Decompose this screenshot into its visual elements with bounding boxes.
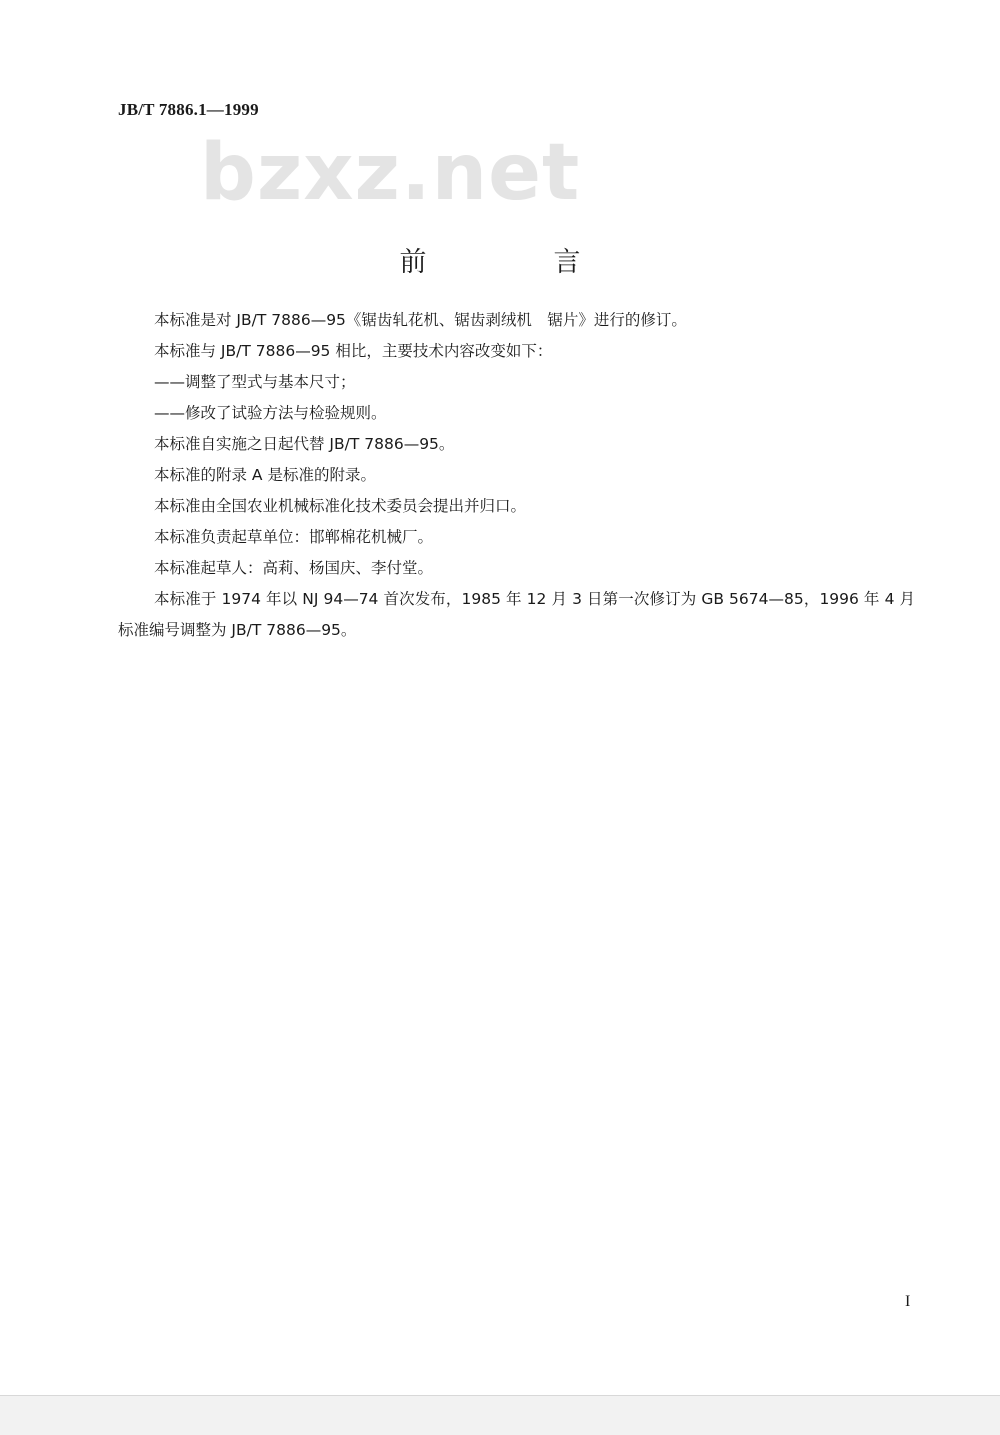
page-title: 前 言 bbox=[399, 247, 631, 278]
paragraph: 本标准自实施之日起代替 JB/T 7886—95。 bbox=[154, 435, 455, 453]
list-item: ——修改了试验方法与检验规则。 bbox=[154, 404, 387, 422]
watermark: bzxz.net bbox=[200, 128, 581, 218]
paragraph: 本标准于 1974 年以 NJ 94—74 首次发布，1985 年 12 月 3 日第一次修订为 GB 5674—85，1996 年 4 月标准编号调整为 JB/T 7886—95。 bbox=[118, 590, 915, 639]
paragraph: 本标准负责起草单位：邯郸棉花机械厂。 bbox=[154, 528, 434, 546]
paragraph: 本标准与 JB/T 7886—95 相比，主要技术内容改变如下： bbox=[154, 342, 553, 360]
paragraph: 本标准是对 JB/T 7886—95《锯齿轧花机、锯齿剥绒机 锯片》进行的修订。 bbox=[154, 311, 687, 329]
page-number: I bbox=[905, 1293, 911, 1310]
standard-code-header: JB/T 7886.1—1999 bbox=[118, 100, 259, 119]
list-item: ——调整了型式与基本尺寸； bbox=[154, 373, 356, 391]
paragraph: 本标准的附录 A 是标准的附录。 bbox=[154, 466, 376, 484]
paragraph: 本标准由全国农业机械标准化技术委员会提出并归口。 bbox=[154, 497, 527, 515]
document-body bbox=[118, 305, 915, 646]
viewer-bottom-bar bbox=[0, 1395, 1000, 1435]
paragraph: 本标准起草人：高莉、杨国庆、李付堂。 bbox=[154, 559, 434, 577]
